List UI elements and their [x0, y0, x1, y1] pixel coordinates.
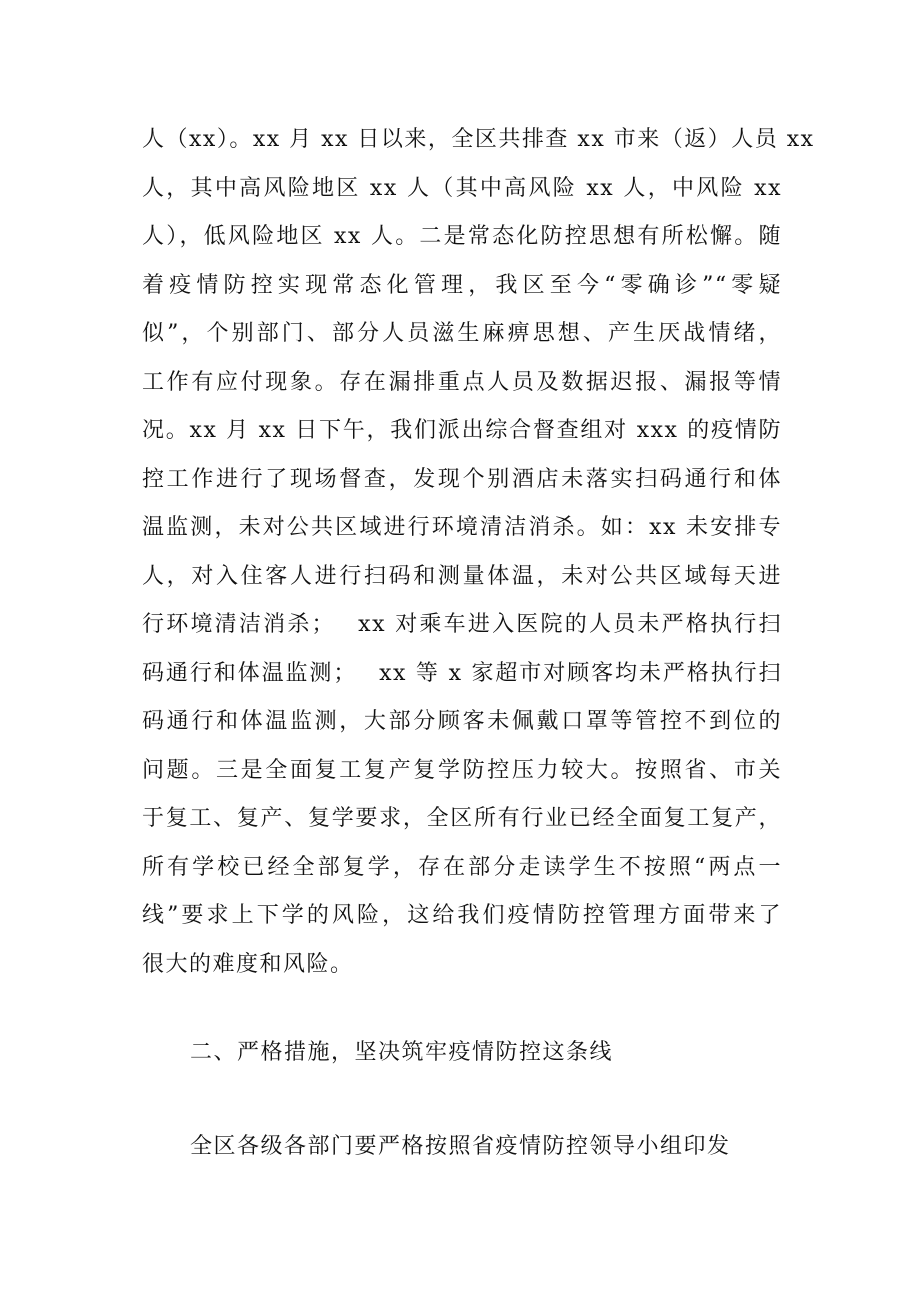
- section-heading: 二、严格措施，坚决筑牢疫情防控这条线: [190, 1040, 614, 1065]
- paragraph-line: 温监测，未对公共区域进行环境清洁消杀。如：xx 未安排专: [142, 515, 782, 540]
- paragraph-line: 所有学校已经全部复学，存在部分走读学生不按照“两点一: [142, 854, 782, 880]
- paragraph-line: 似”，个别部门、部分人员滋生麻痹思想、产生厌战情绪，: [142, 321, 782, 346]
- paragraph-line: 问题。三是全面复工复产复学防控压力较大。按照省、市关: [142, 757, 782, 783]
- paragraph-line: 线”要求上下学的风险，这给我们疫情防控管理方面带来了: [142, 903, 782, 928]
- paragraph-line: 人（xx）。xx 月 xx 日以来，全区共排查 xx 市来（返）人员 xx: [142, 127, 815, 152]
- body-paragraph: [142, 116, 815, 989]
- paragraph-line: 码通行和体温监测； xx 等 x 家超市对顾客均未严格执行扫: [142, 660, 782, 686]
- paragraph-line: 于复工、复产、复学要求，全区所有行业已经全面复工复产，: [142, 806, 782, 831]
- paragraph-line: 工作有应付现象。存在漏排重点人员及数据迟报、漏报等情: [142, 369, 782, 395]
- paragraph-first-line: 全区各级各部门要严格按照省疫情防控领导小组印发: [190, 1134, 731, 1159]
- paragraph-line: 很大的难度和风险。: [142, 951, 354, 977]
- paragraph-line: 人，对入住客人进行扫码和测量体温，未对公共区域每天进: [142, 563, 782, 589]
- paragraph-line: 控工作进行了现场督查，发现个别酒店未落实扫码通行和体: [142, 466, 782, 492]
- paragraph-line: 人，其中高风险地区 xx 人（其中高风险 xx 人，中风险 xx: [142, 175, 782, 201]
- paragraph-line: 况。xx 月 xx 日下午，我们派出综合督查组对 xxx 的疫情防: [142, 418, 782, 443]
- paragraph-line: 人），低风险地区 xx 人。二是常态化防控思想有所松懈。随: [142, 224, 782, 249]
- paragraph-line: 码通行和体温监测，大部分顾客未佩戴口罩等管控不到位的: [142, 709, 782, 734]
- paragraph-line: 着疫情防控实现常态化管理，我区至今“零确诊”“零疑: [142, 272, 782, 298]
- paragraph-line: 行环境清洁消杀； xx 对乘车进入医院的人员未严格执行扫: [142, 612, 782, 637]
